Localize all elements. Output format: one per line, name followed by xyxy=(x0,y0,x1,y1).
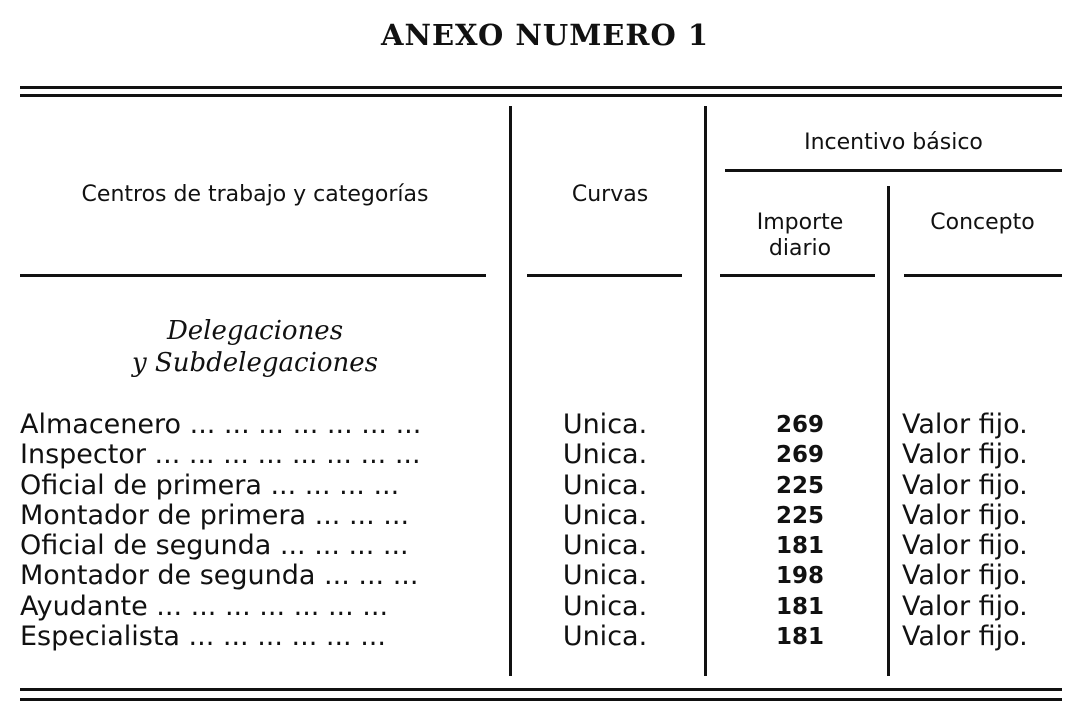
category-cell: Oficial de primera ... ... ... ... xyxy=(20,470,400,501)
table-row xyxy=(0,592,1090,622)
table-row xyxy=(0,561,1090,591)
concept-cell: Valor fijo. xyxy=(902,560,1028,592)
concept-cell: Valor fijo. xyxy=(902,621,1028,653)
concept-cell: Valor fijo. xyxy=(902,530,1028,562)
section-heading-line2: y Subdelegaciones xyxy=(131,348,379,378)
curve-cell: Unica. xyxy=(562,590,648,622)
curve-cell: Unica. xyxy=(562,560,648,592)
category-cell: Montador de primera ... ... ... xyxy=(20,500,410,531)
category-cell: Inspector ... ... ... ... ... ... ... ... xyxy=(20,440,421,471)
table-row xyxy=(0,622,1090,652)
document-title: ANEXO NUMERO 1 xyxy=(380,18,710,52)
bottom-rule-upper xyxy=(20,688,1062,691)
table-row xyxy=(0,501,1090,531)
amount-cell: 181 xyxy=(775,593,824,620)
bottom-rule-lower xyxy=(20,698,1062,701)
amount-cell: 269 xyxy=(775,442,824,469)
amount-cell: 269 xyxy=(775,412,824,438)
curve-cell: Unica. xyxy=(562,499,648,531)
category-cell: Almacenero ... ... ... ... ... ... ... xyxy=(20,410,422,440)
table-row xyxy=(0,440,1090,470)
curve-cell: Unica. xyxy=(562,621,648,653)
table-row xyxy=(0,531,1090,561)
section-heading-line1: Delegaciones xyxy=(166,316,344,346)
curve-cell: Unica. xyxy=(562,469,648,501)
concept-cell: Valor fijo. xyxy=(902,590,1028,622)
table-row xyxy=(0,410,1090,440)
concept-cell: Valor fijo. xyxy=(902,469,1028,501)
curve-cell: Unica. xyxy=(562,439,648,471)
amount-header-underline xyxy=(720,274,875,277)
amount-cell: 181 xyxy=(775,533,824,560)
category-cell: Oficial de segunda ... ... ... ... xyxy=(20,531,409,562)
amount-cell: 225 xyxy=(775,502,824,529)
category-cell: Especialista ... ... ... ... ... ... xyxy=(20,622,386,653)
concept-header-underline xyxy=(904,274,1062,277)
amount-cell: 198 xyxy=(775,563,824,590)
amount-header xyxy=(720,210,880,262)
concept-cell: Valor fijo. xyxy=(902,499,1028,531)
curves-header-underline xyxy=(527,274,682,277)
category-cell: Montador de segunda ... ... ... xyxy=(20,561,419,592)
amount-header-line2: diario xyxy=(768,236,832,261)
category-cell: Ayudante ... ... ... ... ... ... ... xyxy=(20,591,389,622)
curve-cell: Unica. xyxy=(562,530,648,562)
top-rule-lower xyxy=(20,94,1062,97)
incentive-group-underline xyxy=(725,169,1062,172)
amount-header-line1: Importe xyxy=(756,210,844,235)
top-rule-upper xyxy=(20,86,1062,89)
category-header: Centros de trabajo y categorías xyxy=(81,182,429,207)
table-row xyxy=(0,471,1090,501)
category-header-underline xyxy=(20,274,486,277)
table-body xyxy=(0,410,1090,652)
concept-cell: Valor fijo. xyxy=(902,409,1028,440)
amount-cell: 225 xyxy=(775,472,824,499)
section-heading xyxy=(20,315,490,379)
concept-cell: Valor fijo. xyxy=(902,439,1028,471)
amount-cell: 181 xyxy=(775,624,824,651)
curves-header: Curvas xyxy=(571,182,649,207)
curve-cell: Unica. xyxy=(562,409,648,440)
concept-header: Concepto xyxy=(930,210,1035,235)
incentive-group-header: Incentivo básico xyxy=(804,130,983,155)
